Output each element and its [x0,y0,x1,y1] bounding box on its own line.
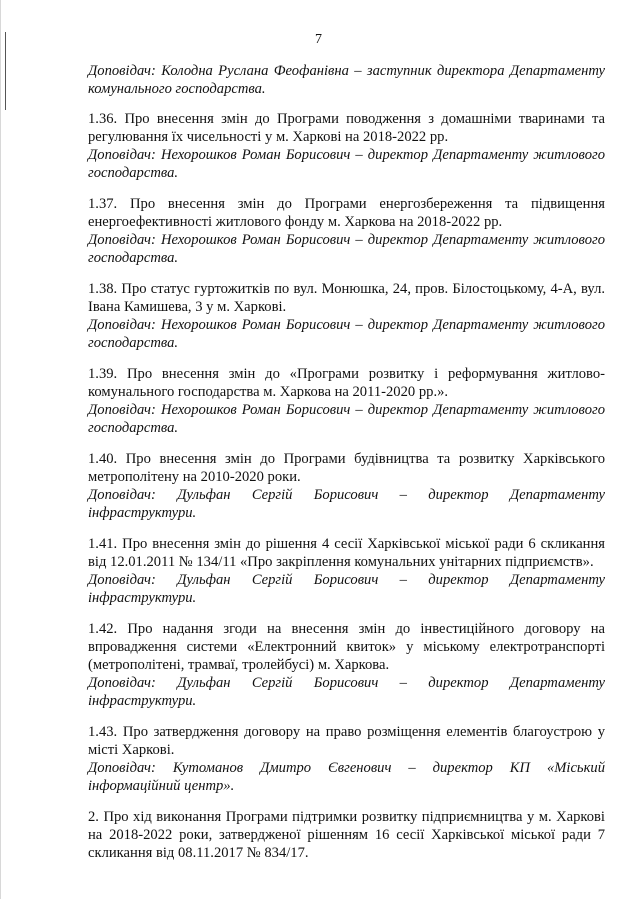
item-title: Про затвердження договору на право розміщення елементів благоустрою у місті Харкові. [88,724,606,758]
speaker-label: Доповідач: [88,402,156,418]
item-title: Про статус гуртожитків по вул. Монюшка, 24, пров. Білостоцькому, 4-А, вул. Івана Камишева, 3 у м. Харкові. [88,281,606,315]
speaker-label: Доповідач: [88,572,156,588]
speaker-text: Нехорошков Роман Борисович – директор Департаменту житлового господарства. [88,317,605,351]
speaker-text: Нехорошков Роман Борисович – директор Департаменту житлового господарства. [88,232,605,266]
page-edge [0,0,1,899]
item-title: Про внесення змін до Програми енергозбереження та підвищення енергоефективності житлового фонду м. Харкова на 2018-2022 рр. [88,196,605,230]
speaker-text: Кутоманов Дмитро Євгенович – директор КП «Міський інформаційний центр». [88,760,605,794]
item-number: 1.43. [88,724,118,740]
item-text [88,450,605,486]
item-number: 1.38. [88,281,118,297]
item-number: 1.39. [88,366,118,382]
item-text [88,195,605,231]
agenda-item-1-42 [88,620,605,710]
speaker-text: Нехорошков Роман Борисович – директор Департаменту житлового господарства. [88,147,605,181]
item-title: Про хід виконання Програми підтримки розвитку підприємництва у м. Харкові на 2018-2022 роки, затвердженої рішенням 16 сесії Харківської міської ради 7 скликання від 08.11.2017 № 834/17. [88,809,605,861]
item-text [88,280,605,316]
speaker-line [88,571,605,607]
speaker-label: Доповідач: [88,487,156,503]
speaker-text: Дульфан Сергій Борисович – директор Департаменту інфраструктури. [88,487,605,521]
page-number: 7 [315,32,322,47]
item-title: Про внесення змін до Програми будівництва та розвитку Харківського метрополітену на 2010-2020 роки. [88,451,605,485]
agenda-item-1-38 [88,280,605,352]
item-title: Про внесення змін до рішення 4 сесії Харківської міської ради 6 скликання від 12.01.2011 № 134/11 «Про закріплення комунальних унітарних підприємств». [88,536,606,570]
speaker-line [88,674,605,710]
speaker-label: Доповідач: [88,232,156,248]
speaker-line [88,231,605,267]
speaker-line [88,146,605,182]
item-text [88,110,605,146]
agenda-item-1-43 [88,723,605,795]
speaker-text: Колодна Руслана Феофанівна – заступник директора Департаменту комунального господарства. [88,63,605,97]
speaker-line [88,486,605,522]
item-number: 1.41. [88,536,118,552]
item-number: 1.36. [88,111,118,127]
speaker-line [88,759,605,795]
item-text [88,535,605,571]
speaker-label: Доповідач: [88,147,156,163]
item-number: 1.40. [88,451,118,467]
item-title: Про надання згоди на внесення змін до інвестиційного договору на впровадження системи «Електронний квиток» у міському електротранспорті (метрополітені, трамваї, тролейбусі) м. Харкова. [88,621,605,673]
agenda-item-2 [88,808,605,862]
speaker-text: Дульфан Сергій Борисович – директор Департаменту інфраструктури. [88,572,605,606]
speaker-label: Доповідач: [88,317,156,333]
item-text [88,808,605,862]
item-number: 2. [88,809,99,825]
agenda-item-1-41 [88,535,605,607]
speaker-text: Нехорошков Роман Борисович – директор Департаменту житлового господарства. [88,402,605,436]
speaker-line [88,316,605,352]
agenda-item-1-40 [88,450,605,522]
agenda-item-1-37 [88,195,605,267]
agenda-content [88,62,605,875]
speaker-label: Доповідач: [88,63,156,79]
header-speaker-block [88,62,605,98]
item-text [88,365,605,401]
item-number: 1.37. [88,196,118,212]
speaker-label: Доповідач: [88,760,156,776]
speaker-line [88,401,605,437]
agenda-item-1-36 [88,110,605,182]
item-number: 1.42. [88,621,118,637]
speaker-label: Доповідач: [88,675,156,691]
item-title: Про внесення змін до Програми поводження з домашніми тваринами та регулювання їх чисельності у м. Харкові на 2018-2022 рр. [88,111,605,145]
item-text [88,620,605,674]
agenda-item-1-39 [88,365,605,437]
speaker-line [88,62,605,98]
speaker-text: Дульфан Сергій Борисович – директор Департаменту інфраструктури. [88,675,605,709]
item-title: Про внесення змін до «Програми розвитку і реформування житлово-комунального господарства м. Харкова на 2011-2020 рр.». [88,366,605,400]
item-text [88,723,605,759]
